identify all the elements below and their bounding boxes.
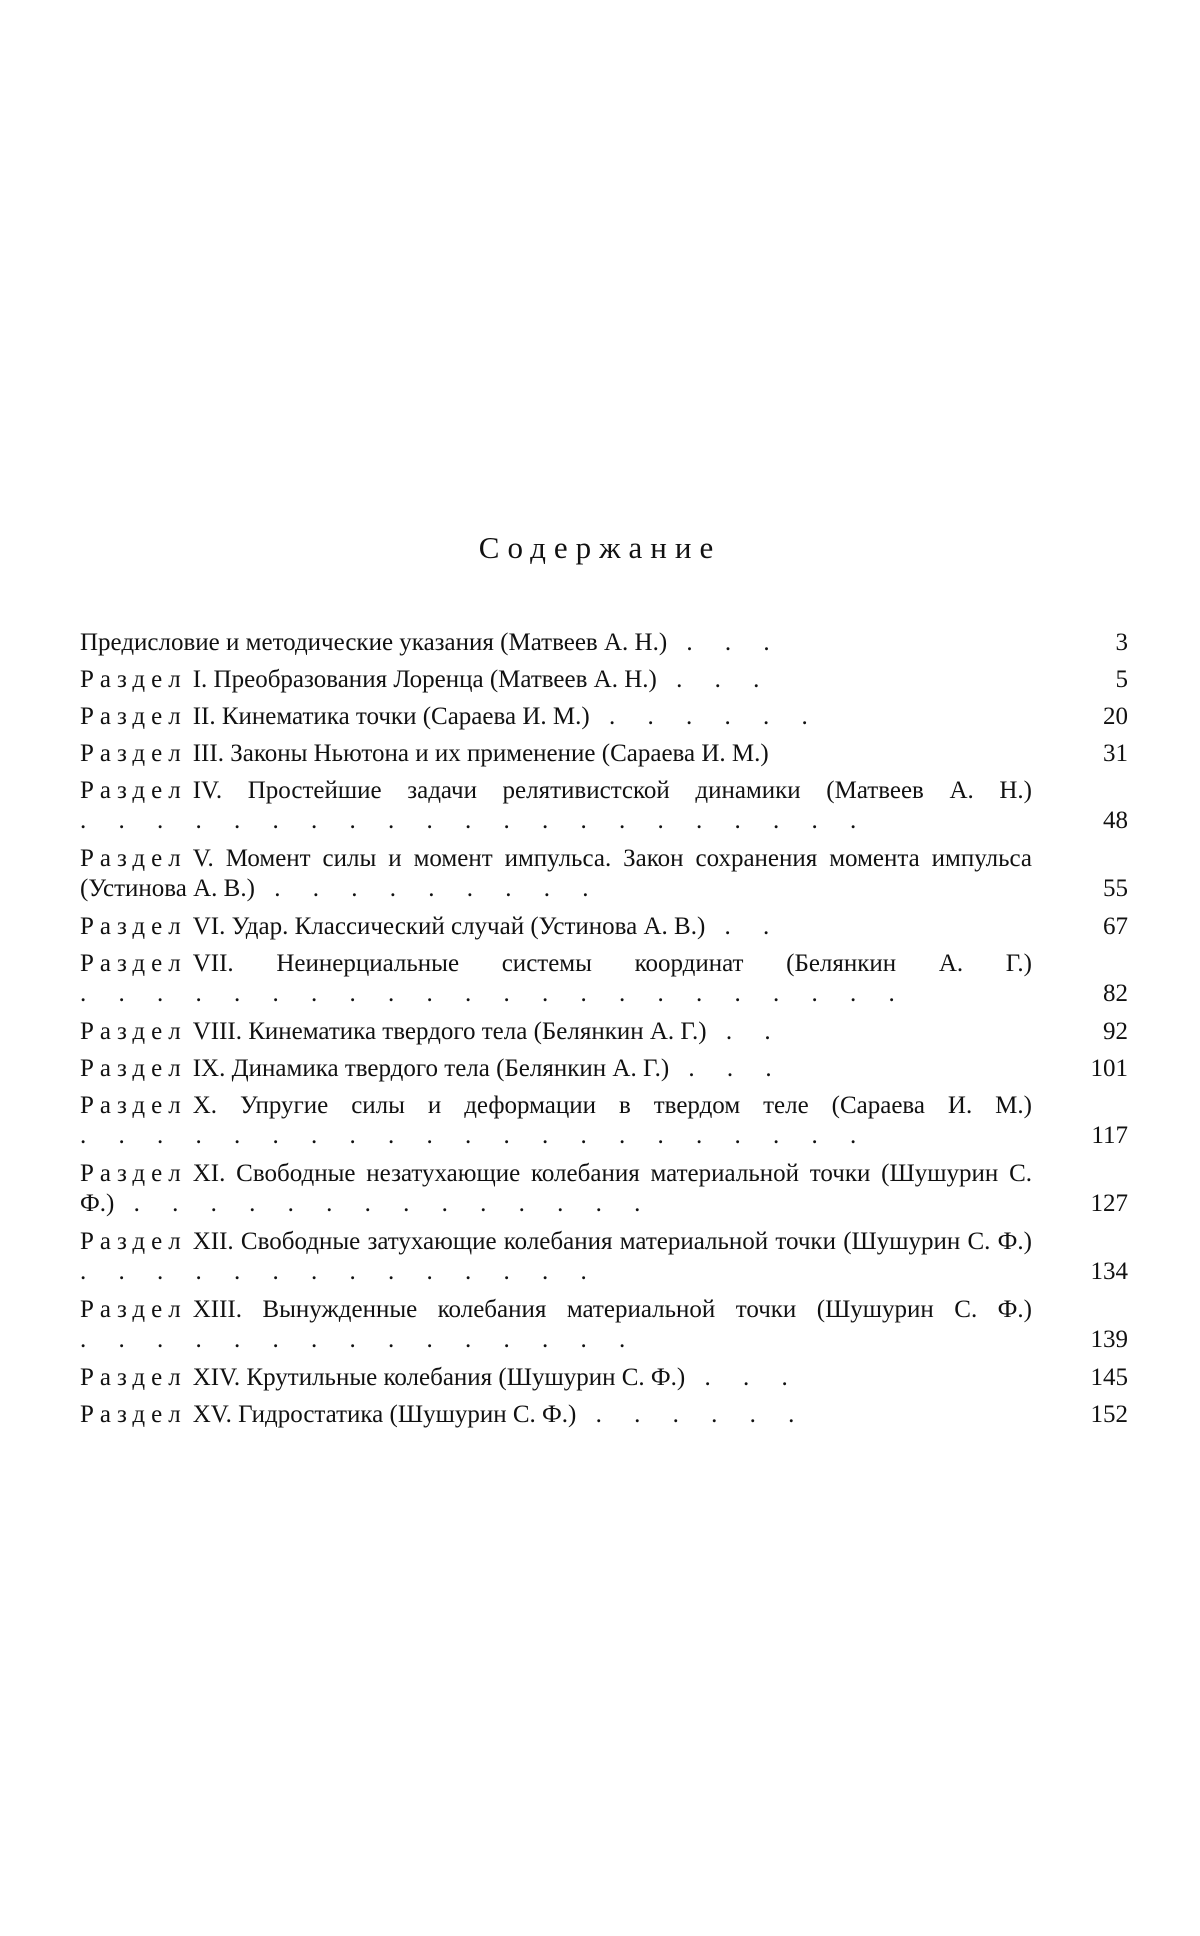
page-number: 3 xyxy=(1115,629,1128,656)
toc-entry-text xyxy=(80,1227,1032,1287)
entry-title: IX. Динамика твердого тела (Белянкин А. Г.) xyxy=(192,1055,670,1082)
page-number: 48 xyxy=(1103,807,1128,834)
toc-entry[interactable] xyxy=(80,1054,1128,1084)
section-label: Раздел xyxy=(80,740,187,767)
toc-entry-text xyxy=(80,1017,1032,1047)
toc-entry[interactable] xyxy=(80,1091,1128,1151)
toc-entry[interactable] xyxy=(80,912,1128,942)
toc-entry-text xyxy=(80,1159,1032,1219)
toc-entry[interactable] xyxy=(80,739,1128,769)
toc-entry-text xyxy=(80,912,1032,942)
section-label: Раздел xyxy=(80,950,187,977)
entry-title: XII. Свободные затухающие колебания материальной точки (Шушурин С. Ф.) xyxy=(192,1228,1032,1255)
toc-entry[interactable] xyxy=(80,1227,1128,1287)
entry-title: VI. Удар. Классический случай (Устинова А. В.) xyxy=(192,913,706,940)
entry-title: V. Момент силы и момент импульса. Закон сохранения момента импульса (Устинова А. В.) xyxy=(80,845,1032,902)
toc-entry[interactable] xyxy=(80,702,1128,732)
entry-title: Предисловие и методические указания (Матвеев А. Н.) xyxy=(80,629,668,656)
dot-leader: . . . . . . . . . . . . . . xyxy=(114,1190,654,1217)
section-label: Раздел xyxy=(80,666,187,693)
page-number: 127 xyxy=(1090,1190,1128,1217)
toc-entry-text xyxy=(80,665,1032,695)
dot-leader: . . . . . . . . . . . . . . . . . . . . . xyxy=(80,807,870,834)
dot-leader: . . . . . . xyxy=(576,1401,808,1428)
toc-entry-text xyxy=(80,844,1032,904)
toc-entry[interactable] xyxy=(80,1363,1128,1393)
table-of-contents xyxy=(80,628,1128,1437)
dot-leader: . . xyxy=(705,913,783,940)
dot-leader: . . . . . . xyxy=(589,703,821,730)
toc-entry[interactable] xyxy=(80,776,1128,836)
section-label: Раздел xyxy=(80,1160,187,1187)
toc-entry-text xyxy=(80,776,1032,836)
dot-leader: . . . . . . . . . xyxy=(254,875,602,902)
toc-entry-text xyxy=(80,628,1032,658)
entry-title: VIII. Кинематика твердого тела (Белянкин А. Г.) xyxy=(192,1018,707,1045)
entry-title: X. Упругие силы и деформации в твердом теле (Сараева И. М.) xyxy=(192,1092,1032,1119)
toc-entry[interactable] xyxy=(80,1159,1128,1219)
page-number: 55 xyxy=(1103,875,1128,902)
page-number: 67 xyxy=(1103,913,1128,940)
toc-entry-text xyxy=(80,702,1032,732)
section-label: Раздел xyxy=(80,703,187,730)
entry-title: I. Преобразования Лоренца (Матвеев А. Н.) xyxy=(192,666,657,693)
page-title: Содержание xyxy=(478,530,722,565)
toc-entry-text xyxy=(80,739,1032,769)
section-label: Раздел xyxy=(80,913,187,940)
page-number: 152 xyxy=(1090,1401,1128,1428)
section-label: Раздел xyxy=(80,1092,187,1119)
entry-title: XI. Свободные незатухающие колебания материальной точки (Шушурин С. Ф.) xyxy=(80,1160,1032,1217)
dot-leader: . . . xyxy=(669,1055,785,1082)
dot-leader: . . . . . . . . . . . . . . . xyxy=(80,1326,639,1353)
section-label: Раздел xyxy=(80,1018,187,1045)
section-label: Раздел xyxy=(80,1228,187,1255)
toc-entry-text xyxy=(80,1091,1032,1151)
page-number: 101 xyxy=(1090,1055,1128,1082)
page-number: 31 xyxy=(1103,740,1128,767)
page-number: 5 xyxy=(1115,666,1128,693)
entry-title: XV. Гидростатика (Шушурин С. Ф.) xyxy=(192,1401,577,1428)
section-label: Раздел xyxy=(80,1296,187,1323)
page-number: 134 xyxy=(1090,1258,1128,1285)
entry-title: IV. Простейшие задачи релятивистской динамики (Матвеев А. Н.) xyxy=(192,777,1032,804)
toc-entry-text xyxy=(80,1363,1032,1393)
entry-title: III. Законы Ньютона и их применение (Сараева И. М.) xyxy=(192,740,769,767)
entry-title: VII. Неинерциальные системы координат (Белянкин А. Г.) xyxy=(192,950,1032,977)
page-number: 92 xyxy=(1103,1018,1128,1045)
dot-leader: . . . xyxy=(667,629,783,656)
toc-entry[interactable] xyxy=(80,949,1128,1009)
page-number: 145 xyxy=(1090,1364,1128,1391)
toc-entry[interactable] xyxy=(80,1295,1128,1355)
dot-leader: . . . xyxy=(685,1364,801,1391)
dot-leader: . . . . . . . . . . . . . . . . . . . . . . xyxy=(80,980,908,1007)
toc-entry-text xyxy=(80,1295,1032,1355)
toc-entry-text xyxy=(80,1054,1032,1084)
dot-leader: . . . . . . . . . . . . . . . . . . . . . xyxy=(80,1122,870,1149)
section-label: Раздел xyxy=(80,1055,187,1082)
dot-leader: . . . . . . . . . . . . . . xyxy=(80,1258,600,1285)
toc-entry[interactable] xyxy=(80,1400,1128,1430)
dot-leader: . . xyxy=(706,1018,784,1045)
dot-leader: . . . xyxy=(656,666,773,693)
toc-entry[interactable] xyxy=(80,628,1128,658)
section-label: Раздел xyxy=(80,845,187,872)
toc-entry-text xyxy=(80,949,1032,1009)
entry-title: XIII. Вынужденные колебания материальной точки (Шушурин С. Ф.) xyxy=(192,1296,1032,1323)
toc-entry[interactable] xyxy=(80,1017,1128,1047)
page-number: 139 xyxy=(1090,1326,1128,1353)
toc-entry[interactable] xyxy=(80,844,1128,904)
section-label: Раздел xyxy=(80,1401,187,1428)
section-label: Раздел xyxy=(80,1364,187,1391)
entry-title: II. Кинематика точки (Сараева И. М.) xyxy=(192,703,590,730)
entry-title: XIV. Крутильные колебания (Шушурин С. Ф.) xyxy=(192,1364,686,1391)
section-label: Раздел xyxy=(80,777,187,804)
page-number: 82 xyxy=(1103,980,1128,1007)
page-number: 117 xyxy=(1091,1122,1128,1149)
page-number: 20 xyxy=(1103,703,1128,730)
toc-entry[interactable] xyxy=(80,665,1128,695)
toc-entry-text xyxy=(80,1400,1032,1430)
